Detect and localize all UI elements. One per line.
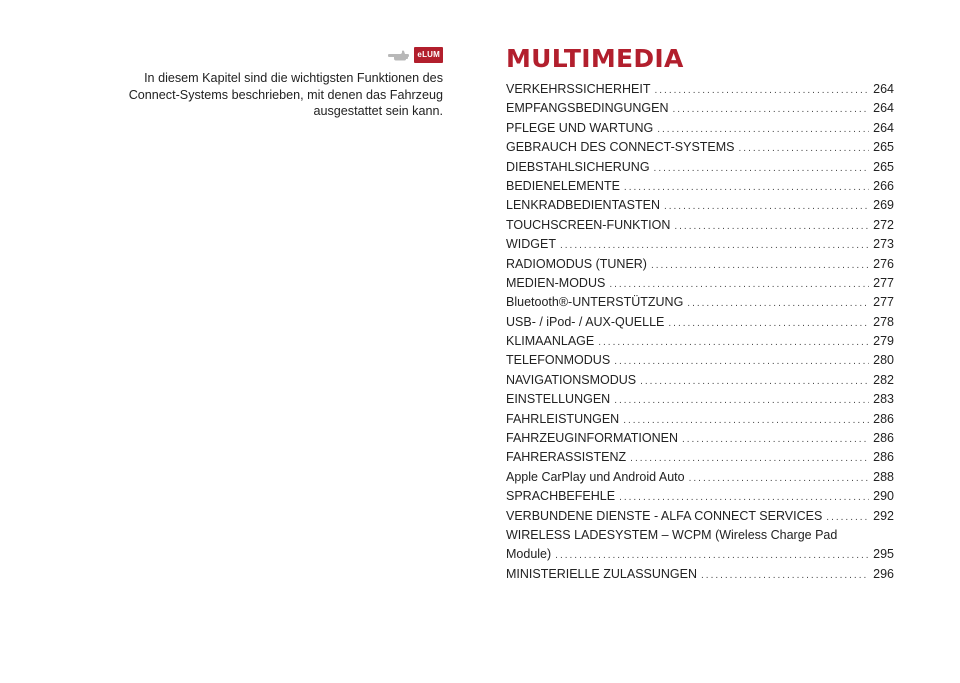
toc-entry[interactable] [506, 255, 894, 274]
toc-leader-dots [651, 256, 869, 275]
toc-entry-page: 265 [873, 159, 894, 174]
pointing-hand-icon [388, 48, 410, 62]
toc-leader-dots [640, 372, 869, 391]
toc-entry-label: EMPFANGSBEDINGUNGEN [506, 101, 669, 116]
toc-leader-dots [623, 411, 869, 430]
toc-entry[interactable] [506, 99, 894, 118]
toc-leader-dots [555, 546, 869, 565]
toc-entry-page: 272 [873, 217, 894, 232]
toc-entry-label: FAHRERASSISTENZ [506, 450, 627, 465]
toc-entry[interactable] [506, 158, 894, 177]
toc-entry-label: RADIOMODUS (TUNER) [506, 256, 647, 271]
toc-leader-dots [614, 352, 869, 371]
elum-marker [100, 44, 443, 66]
toc-entry[interactable] [506, 429, 894, 448]
toc-entry-label: TOUCHSCREEN-FUNKTION [506, 217, 671, 232]
toc-entry-label: SPRACHBEFEHLE [506, 489, 616, 504]
toc-entry-page: 280 [873, 353, 894, 368]
toc-leader-dots [689, 469, 870, 488]
toc-leader-dots [701, 566, 869, 585]
toc-entry-page: 264 [873, 120, 894, 135]
toc-entry[interactable] [506, 351, 894, 370]
toc-entry-label: FAHRLEISTUNGEN [506, 411, 620, 426]
toc-entry-label: PFLEGE UND WARTUNG [506, 120, 654, 135]
toc-entry[interactable] [506, 507, 894, 526]
toc-entry-page: 288 [873, 469, 894, 484]
toc-entry[interactable] [506, 119, 894, 138]
toc-entry-page: 265 [873, 140, 894, 155]
toc-entry-page: 286 [873, 411, 894, 426]
toc-entry-label: GEBRAUCH DES CONNECT-SYSTEMS [506, 140, 735, 155]
toc-entry[interactable] [506, 293, 894, 312]
toc-entry-page: 283 [873, 392, 894, 407]
toc-entry-page: 286 [873, 431, 894, 446]
toc-entry-page: 279 [873, 334, 894, 349]
toc-leader-dots [614, 391, 869, 410]
toc-column [506, 44, 894, 584]
toc-entry-page: 296 [873, 566, 894, 581]
toc-entry-label: FAHRZEUGINFORMATIONEN [506, 431, 678, 446]
elum-badge: eLUM [414, 47, 443, 63]
toc-entry-label: EINSTELLUNGEN [506, 392, 611, 407]
toc-entry-label: TELEFONMODUS [506, 353, 611, 368]
toc-entry-page: 273 [873, 237, 894, 252]
toc-entry-label: MEDIEN-MODUS [506, 275, 606, 290]
toc-entry-page: 295 [873, 546, 894, 561]
toc-leader-dots [654, 159, 870, 178]
toc-leader-dots [560, 236, 869, 255]
toc-entry-page: 264 [873, 82, 894, 96]
toc-leader-dots [673, 100, 870, 119]
toc-entry[interactable] [506, 565, 894, 584]
toc-entry[interactable] [506, 196, 894, 215]
toc-entry-line2 [506, 545, 894, 565]
toc-leader-dots [739, 139, 870, 158]
toc-entry[interactable] [506, 332, 894, 351]
toc-list [506, 80, 894, 584]
toc-leader-dots [664, 197, 869, 216]
toc-entry[interactable] [506, 80, 894, 99]
toc-entry-label: BEDIENELEMENTE [506, 178, 620, 193]
intro-column [100, 44, 443, 120]
toc-entry[interactable] [506, 177, 894, 196]
toc-entry[interactable] [506, 235, 894, 254]
toc-entry-page: 266 [873, 178, 894, 193]
toc-entry-label: VERKEHRSSICHERHEIT [506, 82, 651, 96]
toc-entry-page: 277 [873, 295, 894, 310]
toc-entry-label: LENKRADBEDIENTASTEN [506, 198, 660, 213]
toc-entry-page: 264 [873, 101, 894, 116]
toc-leader-dots [674, 217, 869, 236]
toc-entry-page: 290 [873, 489, 894, 504]
toc-entry-page: 292 [873, 508, 894, 523]
toc-leader-dots [624, 178, 869, 197]
toc-entry[interactable] [506, 390, 894, 409]
toc-leader-dots [687, 294, 869, 313]
toc-entry[interactable] [506, 468, 894, 487]
toc-entry[interactable] [506, 274, 894, 293]
toc-entry-label-line2: Module) [506, 546, 552, 561]
toc-entry-label: WIDGET [506, 237, 556, 252]
toc-leader-dots [630, 449, 869, 468]
toc-entry[interactable] [506, 371, 894, 390]
toc-entry-label: MINISTERIELLE ZULASSUNGEN [506, 566, 698, 581]
toc-leader-dots [826, 508, 869, 527]
toc-entry-label: KLIMAANLAGE [506, 334, 595, 349]
toc-entry[interactable] [506, 410, 894, 429]
toc-entry-label: NAVIGATIONSMODUS [506, 372, 637, 387]
toc-entry-page: 278 [873, 314, 894, 329]
toc-entry[interactable] [506, 448, 894, 467]
toc-entry[interactable] [506, 526, 894, 565]
toc-entry-label: USB- / iPod- / AUX-QUELLE [506, 314, 665, 329]
toc-entry-label-line1: WIRELESS LADESYSTEM – WCPM (Wireless Charge Pad [506, 527, 838, 542]
toc-entry-page: 282 [873, 372, 894, 387]
toc-leader-dots [682, 430, 869, 449]
toc-leader-dots [619, 488, 869, 507]
toc-entry-label: DIEBSTAHLSICHERUNG [506, 159, 650, 174]
toc-entry-page: 276 [873, 256, 894, 271]
toc-entry-label: VERBUNDENE DIENSTE - ALFA CONNECT SERVICES [506, 508, 823, 523]
toc-entry[interactable] [506, 138, 894, 157]
toc-entry[interactable] [506, 216, 894, 235]
toc-leader-dots [657, 120, 869, 139]
toc-leader-dots [609, 275, 869, 294]
toc-entry[interactable] [506, 487, 894, 506]
toc-entry-page: 286 [873, 450, 894, 465]
toc-leader-dots [654, 81, 869, 100]
toc-entry-page: 277 [873, 275, 894, 290]
toc-entry[interactable] [506, 313, 894, 332]
toc-entry-label: Apple CarPlay und Android Auto [506, 469, 685, 484]
toc-entry-label: Bluetooth®-UNTERSTÜTZUNG [506, 295, 684, 310]
section-title: MULTIMEDIA [506, 44, 684, 73]
intro-text: In diesem Kapitel sind die wichtigsten Funktionen des Connect-Systems beschrieben, mit denen das Fahrzeug ausgestattet sein kann. [128, 71, 443, 118]
toc-entry-page: 269 [873, 198, 894, 213]
toc-leader-dots [668, 314, 869, 333]
toc-leader-dots [598, 333, 869, 352]
